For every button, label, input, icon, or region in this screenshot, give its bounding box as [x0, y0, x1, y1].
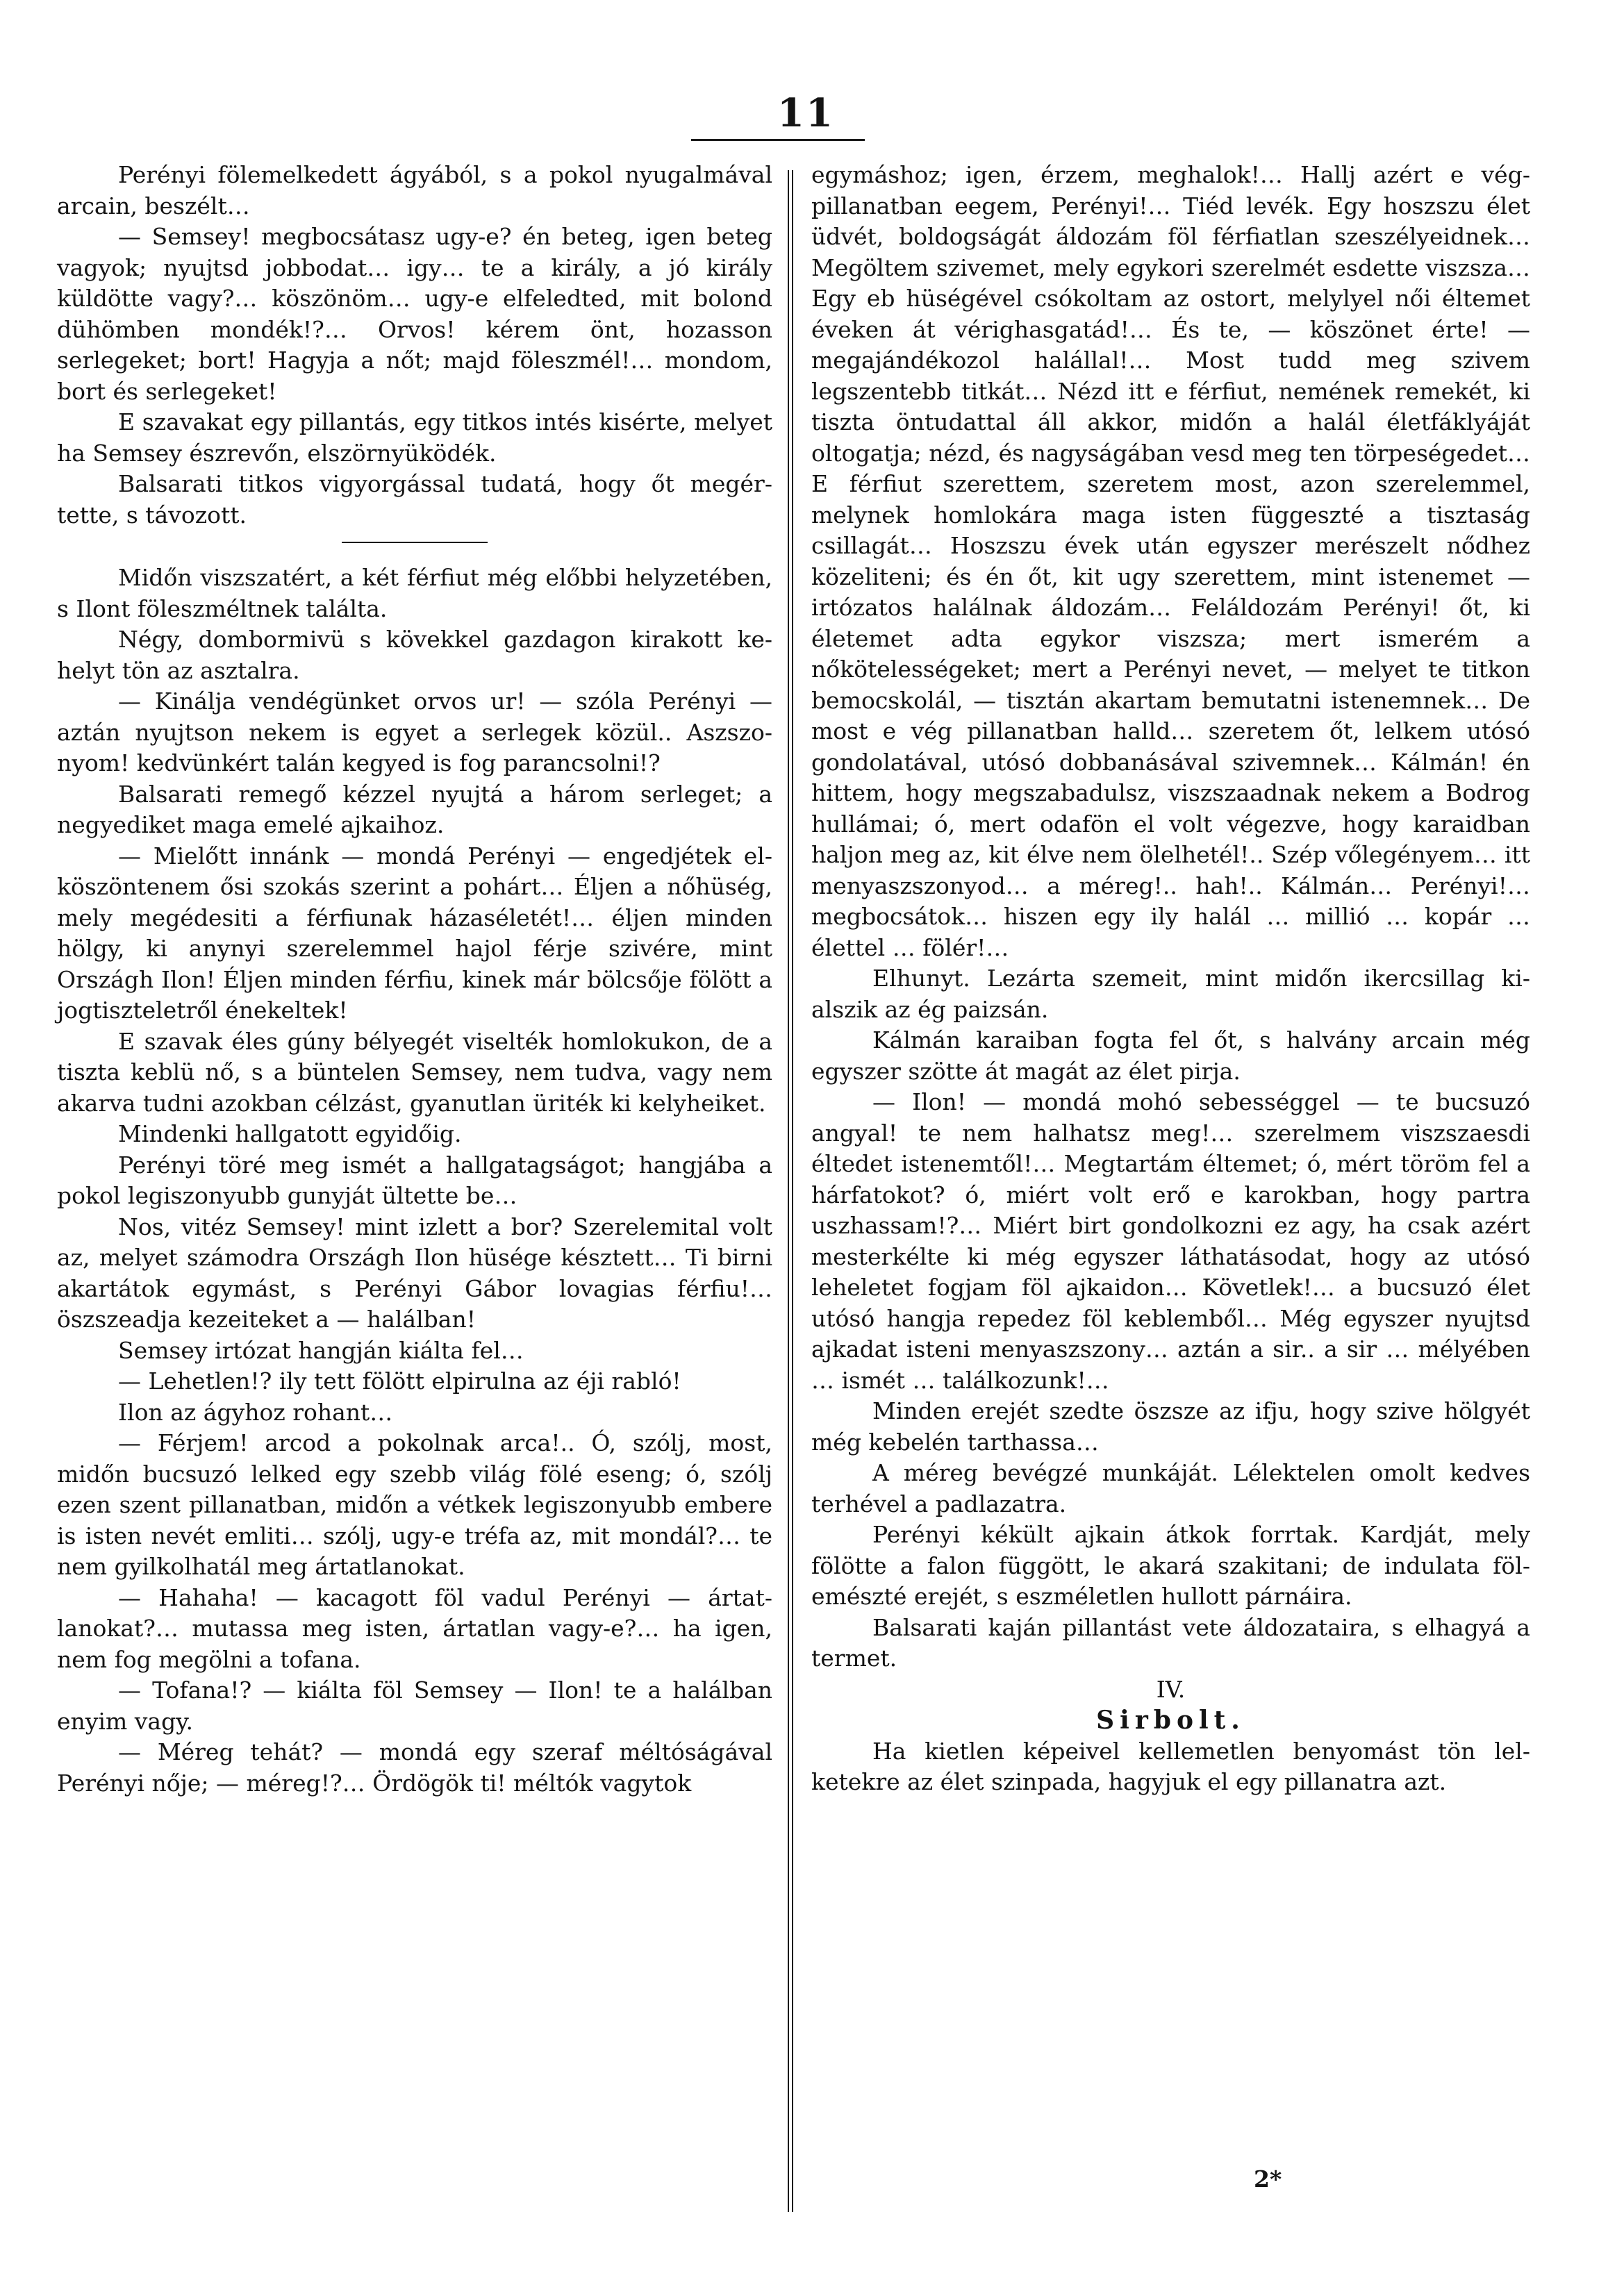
paragraph: — Méreg tehát? — mondá egy szeraf méltóságával Perényi nője; — méreg!?… Ördögök ti! méltók vagytok [57, 1738, 772, 1797]
paragraph: — Hahaha! — kacagott föl vadul Perényi — ártatlanokat?… mutassa meg isten, ártatlan vagy-e?… ha igen, nem fog megölni a tofana. [57, 1583, 772, 1673]
header-rule [691, 139, 865, 141]
page-number: 11 [777, 90, 834, 136]
column-divider [788, 170, 793, 2212]
right-column [811, 160, 1530, 1798]
paragraph: Kálmán karaiban fogta fel őt, s halvány arcain még egyszer szötte át magát az élet pirja. [811, 1026, 1530, 1085]
section-title: Sirbolt. [1096, 1706, 1245, 1735]
paragraph: Elhunyt. Lezárta szemeit, mint midőn ikercsillag kialszik az ég paizsán. [811, 965, 1530, 1023]
paragraph: Balsarati titkos vigyorgással tudatá, hogy őt megértette, s távozott. [57, 470, 772, 529]
paragraph: — Tofana!? — kiálta föl Semsey — Ilon! te a halálban enyim vagy. [57, 1677, 772, 1735]
paragraph: E szavakat egy pillantás, egy titkos intés kisérte, melyet ha Semsey észrevőn, elszörnyüködék. [57, 408, 772, 467]
paragraph: — Kinálja vendégünket orvos ur! — szóla Perényi — aztán nyujtson nekem is egyet a serlegek közül.. Aszszonyom! kedvünkért talán kegyed is fog parancsolni!? [57, 688, 772, 776]
paragraph: Midőn viszszatért, a két férfiut még előbbi helyzetében, s Ilont föleszméltnek találta. [57, 564, 772, 622]
paragraph: Négy, dombormivü s kövekkel gazdagon kirakott kehelyt tön az asztalra. [57, 626, 772, 684]
paragraph: Perényi kékült ajkain átkok forrtak. Kardját, mely fölötte a falon függött, le akará szakitani; de indulata fölemészté erejét, s eszméletlen hullott párnáira. [811, 1521, 1530, 1610]
paragraph: E szavak éles gúny bélyegét viselték homlokukon, de a tiszta keblü nő, s a büntelen Semsey, nem tudva, vagy nem akarva tudni azokban célzást, gyanutlan üriték ki kelyheiket. [57, 1027, 772, 1117]
left-column [57, 160, 772, 1799]
paragraph: Ha kietlen képeivel kellemetlen benyomást tön lelketekre az élet szinpada, hagyjuk el egy pillanatra azt. [811, 1737, 1530, 1795]
paragraph: — Férjem! arcod a pokolnak arca!.. Ó, szólj, most, midőn bucsuzó lelked egy szebb világ fölé eseng; ó, szólj ezen szent pillanatban, midőn a vétkek legiszonyubb embere is isten nevét emliti… szólj, ugy-e tréfa az, mit mondál?… te nem gyilkolhatál meg ártatlanokat. [57, 1429, 772, 1580]
section-number: IV. [1156, 1675, 1186, 1703]
paragraph: Semsey irtózat hangján kiálta fel… [118, 1336, 524, 1364]
paragraph: Mindenki hallgatott egyidőig. [118, 1120, 462, 1147]
paragraph: Balsarati kaján pillantást vete áldozataira, s elhagyá a termet. [811, 1613, 1530, 1672]
section-divider [342, 542, 488, 543]
paragraph: Ilon az ágyhoz rohant… [118, 1398, 393, 1426]
paragraph: — Mielőtt innánk — mondá Perényi — engedjétek elköszöntenem ősi szokás szerint a pohárt… Éljen a nőhüség, mely megédesiti a férfiunak házaséletét!… éljen minden hölgy, ki anynyi szerelemmel hajol férje szivére, mint Országh Ilon! Éljen minden férfiu, kinek már bölcsője fölött a jogtiszteletről énekeltek! [57, 842, 772, 1024]
paragraph: Balsarati remegő kézzel nyujtá a három serleget; a negyediket maga emelé ajkaihoz. [57, 780, 772, 838]
paragraph: — Lehetlen!? ily tett fölött elpirulna az éji rabló! [118, 1367, 681, 1395]
signature-mark: 2* [1254, 2165, 1282, 2193]
paragraph: — Semsey! megbocsátasz ugy-e? én beteg, igen beteg vagyok; nyujtsd jobbodat… igy… te a király, a jó király küldötte vagy?… köszönöm… ugy-e elfeledted, mit bolond dühömben mondék!?… Orvos! kérem önt, hozasson serlegeket; bort! Hagyja a nőt; majd föleszmél!… mondom, bort és serlegeket! [57, 223, 772, 405]
paragraph: Perényi fölemelkedett ágyából, s a pokol nyugalmával arcain, beszélt… [57, 161, 772, 219]
paragraph: — Ilon! — mondá mohó sebességgel — te bucsuzó angyal! te nem halhatsz meg!… szerelmem viszszaesdi éltedet istenemtől!… Megtartám éltemet; ó, mért töröm fel a hárfatokot? ó, miért volt erő e karokban, hogy partra uszhassam!?… Miért birt gondolkozni ez agy, ha csak azért mesterkélte ki még egyszer láthatásodat, hogy az utósó leheletet fogjam föl ajkaidon… Követlek!… a bucsuzó élet utósó hangja repedez föl keblemből… Még egyszer nyujtsd ajkadat isteni menyaszszony… aztán a sir.. a sir … mélyében … ismét … találkozunk!… [811, 1088, 1530, 1394]
paragraph: egymáshoz; igen, érzem, meghalok!… Hallj azért e végpillanatban eegem, Perényi!… Tiéd levék. Egy hoszszu élet üdvét, boldogságát áldozám föl férfiatlan szeszélyeidnek… Megöltem szivemet, mely egykori szerelmét esdette viszsza… Egy eb hüségével csókoltam az ostort, melylyel női éltemet éveken át vérighasgatád!… És te, — köszönet érte! — megajándékozol halállal!… Most tudd meg szivem legszentebb titkát… Nézd itt e férfiut, nemének remekét, ki tiszta öntudattal áll akkor, midőn a halál életfáklyáját oltogatja; nézd, és nagyságában vesd meg ten törpeségedet… E férfiut szerettem, szeretem most, azon szerelemmel, melynek homlokára maga isten függeszté a tisztaság csillagát… Hoszszu évek után egyszer merészelt nődhez közeliteni; és én őt, kit ugy szerettem, mint istenemet — irtózatos halálnak áldozám… Feláldozám Perényi! őt, ki életemet adta egykor viszsza; mert ismerém a nőkötelességeket; mert a Perényi nevet, — melyet te titkon bemocskolál, — tisztán akartam bemutatni istenemnek… De most e vég pillanatban halld… szeretem őt, lelkem utósó gondolatával, utósó dobbanásával szivemnek… Kálmán! én hittem, hogy megszabadulsz, viszszaadnak nekem a Bodrog hullámai; ó, mert odafön el volt végezve, hogy karaidban haljon meg az, kit élve nem ölelhetél!.. Szép vőlegényem… itt menyaszszonyod… a méreg!.. hah!.. Kálmán… Perényi!… megbocsátok… hiszen egy ily halál … millió … kopár … élettel … fölér!… [811, 161, 1530, 961]
paragraph: Minden erejét szedte öszsze az ifju, hogy szive hölgyét még kebelén tarthassa… [811, 1397, 1530, 1456]
paragraph: A méreg bevégzé munkáját. Lélektelen omolt kedves terhével a padlazatra. [811, 1459, 1530, 1517]
paragraph: Perényi töré meg ismét a hallgatagságot; hangjába a pokol legiszonyubb gunyját ültette be… [57, 1151, 772, 1209]
paragraph: Nos, vitéz Semsey! mint izlett a bor? Szerelemital volt az, melyet számodra Országh Ilon hüsége késztett… Ti birni akartátok egymást, s Perényi Gábor lovagias férfiu!… öszszeadja kezeiteket a — halálban! [57, 1213, 772, 1333]
